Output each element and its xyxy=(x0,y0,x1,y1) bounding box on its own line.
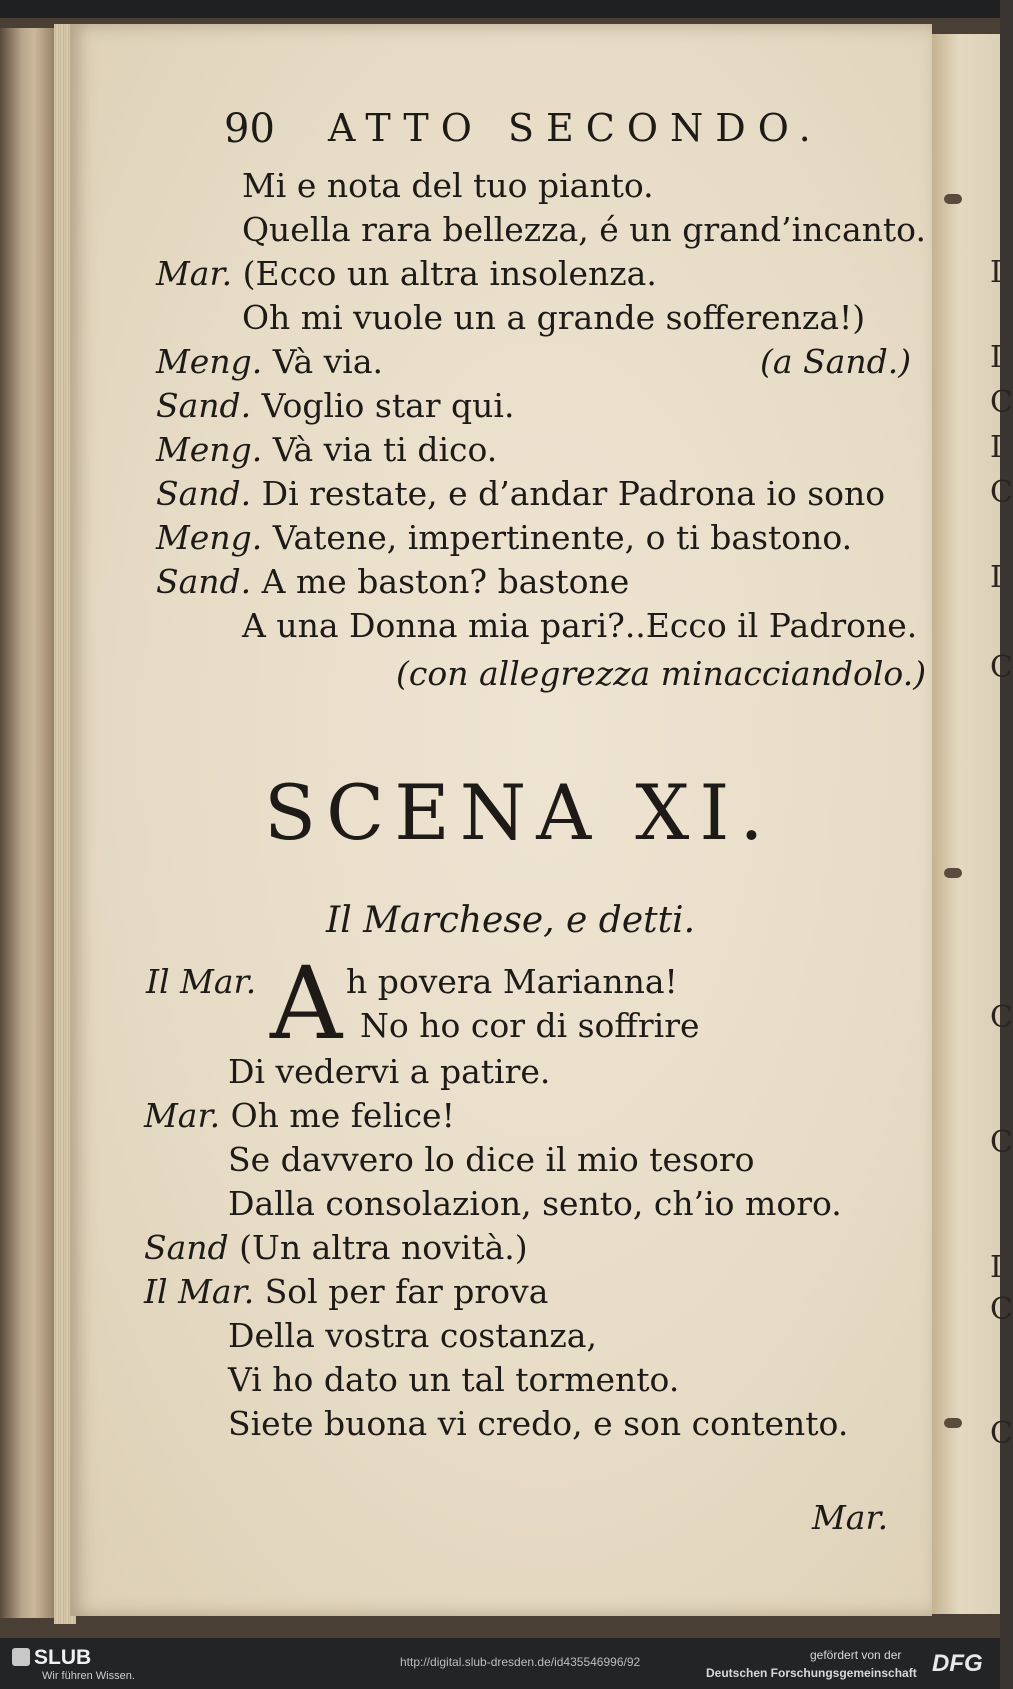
verse-line: Oh mi vuole un a grande sofferenza!) xyxy=(242,298,866,337)
dfg-logo[interactable]: DFG xyxy=(932,1650,983,1677)
verse-line: Siete buona vi credo, e son contento. xyxy=(228,1404,849,1443)
facing-page-fragment: C xyxy=(990,475,1013,510)
facing-page-fragment: I xyxy=(990,1250,1002,1285)
binding-thread-mark xyxy=(944,1418,962,1428)
scene-title: SCENA XI. xyxy=(264,768,774,857)
funding-note-line1: gefördert von der xyxy=(810,1648,902,1662)
verse-line: Dalla consolazion, sento, ch’io moro. xyxy=(228,1184,842,1223)
facing-page-fragment: C xyxy=(990,1416,1013,1451)
page-number: 90 xyxy=(224,106,275,152)
catchword: Mar. xyxy=(812,1498,889,1537)
footer-bar xyxy=(0,1638,1000,1689)
verse-line: Mar. (Ecco un altra insolenza. xyxy=(156,254,657,293)
facing-page-fragment: C xyxy=(990,1000,1013,1035)
stage-direction: (a Sand.) xyxy=(760,342,912,381)
facing-page-fragment: C xyxy=(990,1292,1013,1327)
speaker-label: Sand xyxy=(144,1228,229,1267)
verse-line: Meng. Và via. xyxy=(156,342,384,381)
binding-thread-mark xyxy=(944,194,962,204)
speaker-label: Sand. xyxy=(156,562,252,601)
speaker-label: Il Mar. xyxy=(146,962,257,1001)
facing-page-fragment: I xyxy=(990,430,1002,465)
verse-line: Se davvero lo dice il mio tesoro xyxy=(228,1140,755,1179)
slub-logo[interactable]: SLUB xyxy=(12,1646,91,1670)
book-page xyxy=(70,24,932,1616)
book-spine xyxy=(0,28,62,1618)
stage-direction: (con allegrezza minacciandolo.) xyxy=(396,654,927,693)
verse-line: Mi e nota del tuo pianto. xyxy=(242,166,654,205)
facing-page-fragment: C xyxy=(990,1125,1013,1160)
speaker-label: Sand. xyxy=(156,386,252,425)
speaker-label: Sand. xyxy=(156,474,252,513)
verse-line: Di vedervi a patire. xyxy=(228,1052,551,1091)
speaker-label: Mar. xyxy=(144,1096,221,1135)
facing-page-fragment: C xyxy=(990,650,1013,685)
facing-page-fragment: C xyxy=(990,385,1013,420)
facing-page-fragment: I xyxy=(990,255,1002,290)
verse-line: Della vostra costanza, xyxy=(228,1316,597,1355)
slub-tagline: Wir führen Wissen. xyxy=(42,1670,135,1682)
running-header: ATTO SECONDO. xyxy=(328,106,823,150)
verse-line: Sand (Un altra novità.) xyxy=(144,1228,528,1267)
verse-line: Sand. Di restate, e d’andar Padrona io sono xyxy=(156,474,886,513)
verse-line: Meng. Và via ti dico. xyxy=(156,430,498,469)
scene-subtitle: Il Marchese, e detti. xyxy=(326,900,696,941)
speaker-label: Meng. xyxy=(156,430,263,469)
verse-line xyxy=(146,962,256,1001)
verse-line: Sand. A me baston? bastone xyxy=(156,562,630,601)
verse-line: Quella rara bellezza, é un grand’incanto. xyxy=(242,210,926,249)
verse-line: Meng. Vatene, impertinente, o ti bastono. xyxy=(156,518,853,557)
binding-thread-mark xyxy=(944,868,962,878)
funding-note-line2: Deutschen Forschungsgemeinschaft xyxy=(706,1666,917,1680)
drop-cap: A xyxy=(270,945,343,1062)
speaker-label: Il Mar. xyxy=(144,1272,255,1311)
speaker-label: Meng. xyxy=(156,518,263,557)
verse-line: Mar. Oh me felice! xyxy=(144,1096,455,1135)
verse-line: Vi ho dato un tal tormento. xyxy=(228,1360,680,1399)
source-url[interactable]: http://digital.slub-dresden.de/id435546996/92 xyxy=(400,1655,641,1669)
facing-page-fragment: I xyxy=(990,340,1002,375)
slub-logo-icon xyxy=(12,1648,30,1666)
speaker-label: Mar. xyxy=(156,254,233,293)
verse-line: Sand. Voglio star qui. xyxy=(156,386,515,425)
facing-page-fragment: I xyxy=(990,560,1002,595)
speaker-label: Meng. xyxy=(156,342,263,381)
verse-line: h povera Marianna! xyxy=(346,962,678,1001)
verse-line: No ho cor di soffrire xyxy=(360,1006,700,1045)
verse-line: A una Donna mia pari?..Ecco il Padrone. xyxy=(242,606,918,645)
verse-line: Il Mar. Sol per far prova xyxy=(144,1272,549,1311)
